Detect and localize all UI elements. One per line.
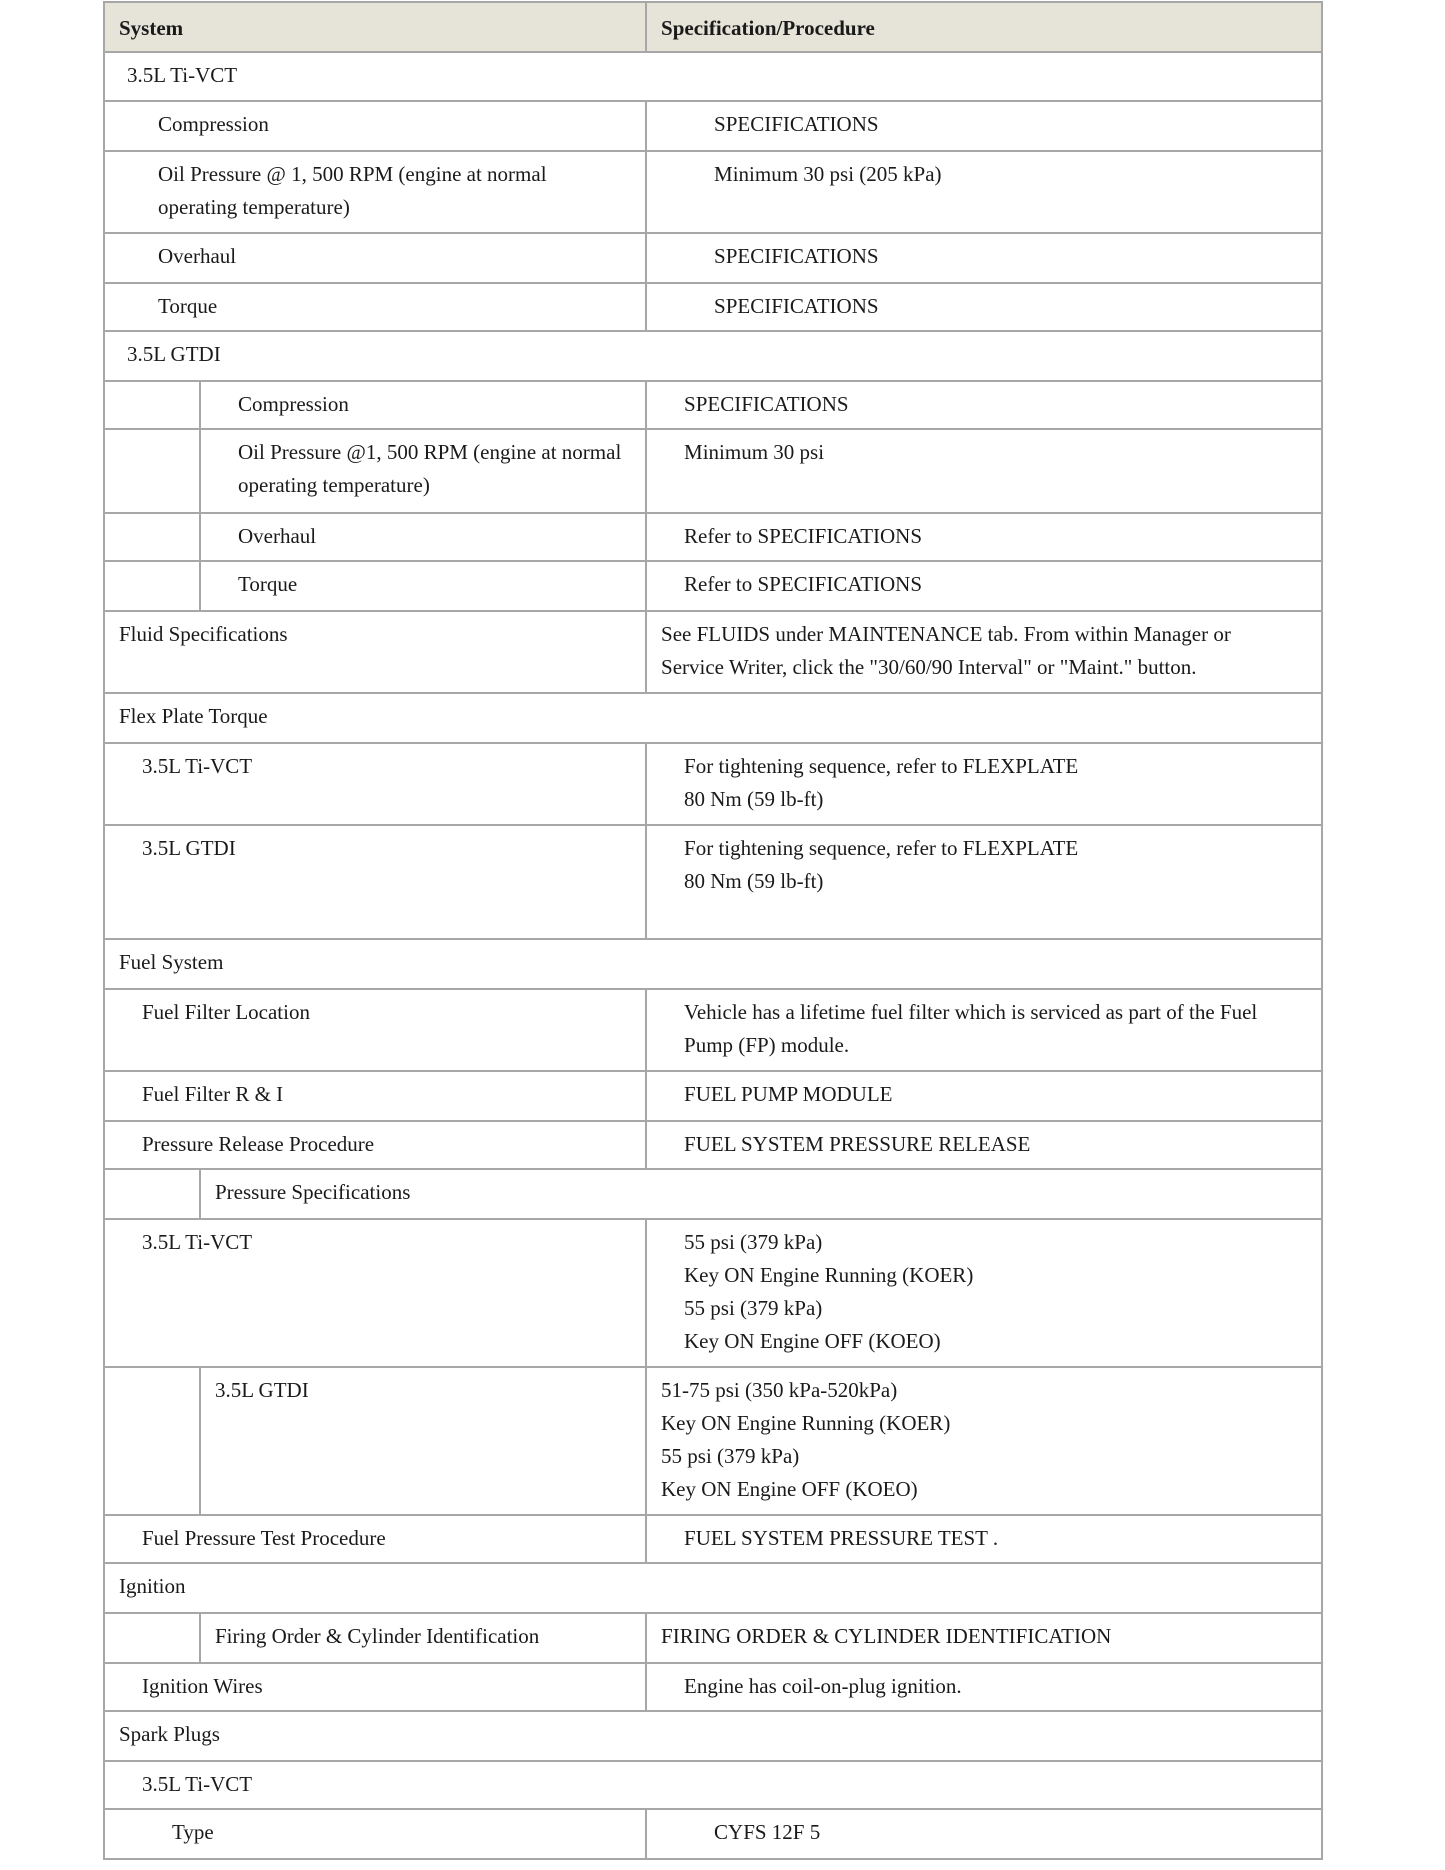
system-cell [200,513,646,561]
spec-text: Engine has coil-on-plug ignition. [684,1674,962,1698]
specification-cell [646,1367,1322,1515]
table-row [104,151,1322,233]
table-row [104,1515,1322,1563]
table-row [104,331,1322,381]
specification-cell [646,1121,1322,1169]
header-specification-procedure: Specification/Procedure [646,2,1322,52]
spec-text: 51-75 psi (350 kPa-520kPa) [661,1378,898,1402]
specification-cell [646,1071,1322,1121]
system-cell [104,1219,646,1367]
table-row [104,1169,1322,1219]
system-cell [104,1515,646,1563]
table-row [104,101,1322,151]
spec-text: SPECIFICATIONS [714,112,879,136]
spec-text: See FLUIDS under MAINTENANCE tab. From within Manager or [661,622,1231,646]
spec-text: Minimum 30 psi (205 kPa) [714,162,942,186]
spec-text: 80 Nm (59 lb-ft) [684,869,824,893]
system-cell [104,101,646,151]
section-label: Flex Plate Torque [119,704,268,728]
label-text: Fuel Pressure Test Procedure [142,1526,386,1550]
section-label: Fuel System [119,950,224,974]
specification-cell [646,1809,1322,1859]
specification-cell [646,1663,1322,1711]
section-label: Spark Plugs [119,1722,220,1746]
table-row [104,1121,1322,1169]
table-row [104,1613,1322,1663]
spec-text: 55 psi (379 kPa) [684,1296,823,1320]
system-cell [104,151,646,233]
label-text: operating temperature) [238,473,430,497]
table-row [104,1663,1322,1711]
table-row [104,561,1322,611]
system-cell [104,1071,646,1121]
table-row [104,611,1322,693]
section-heading [104,693,1322,743]
spec-text: SPECIFICATIONS [714,294,879,318]
section-heading [104,1711,1322,1761]
spec-text: 80 Nm (59 lb-ft) [684,787,824,811]
specification-cell [646,1515,1322,1563]
label-text: Compression [238,392,349,416]
indent-spacer-cell [104,429,200,513]
system-cell [104,611,646,693]
label-text: Type [172,1820,214,1844]
label-text: 3.5L GTDI [142,836,236,860]
label-text: Torque [158,294,218,318]
header-system: System [104,2,646,52]
spec-text: 55 psi (379 kPa) [661,1444,800,1468]
spec-text: 55 psi (379 kPa) [684,1230,823,1254]
table-row [104,513,1322,561]
spec-text: FIRING ORDER & CYLINDER IDENTIFICATION [661,1624,1112,1648]
system-cell [104,1809,646,1859]
label-text: Firing Order & Cylinder Identification [215,1624,540,1648]
system-cell [200,561,646,611]
specification-cell [646,429,1322,513]
table-row [104,233,1322,283]
spec-text: Key ON Engine Running (KOER) [661,1411,951,1435]
spec-text: For tightening sequence, refer to FLEXPLATE [684,754,1079,778]
label-text: Fuel Filter Location [142,1000,310,1024]
table-row [104,825,1322,939]
spec-text: CYFS 12F 5 [714,1820,821,1844]
spec-text: SPECIFICATIONS [714,244,879,268]
label-text: Torque [238,572,298,596]
section-heading [104,939,1322,989]
system-cell [200,1613,646,1663]
section-heading [104,1563,1322,1613]
section-label: 3.5L Ti-VCT [127,63,238,87]
specification-cell [646,561,1322,611]
label-text: Oil Pressure @ 1, 500 RPM (engine at normal [158,162,547,186]
section-label: 3.5L Ti-VCT [142,1772,253,1796]
spec-text: Key ON Engine OFF (KOEO) [661,1477,918,1501]
label-text: Ignition Wires [142,1674,263,1698]
indent-spacer-cell [104,381,200,429]
section-heading [104,52,1322,101]
label-text: Pressure Release Procedure [142,1132,375,1156]
table-header-row [104,2,1322,52]
spec-text: Vehicle has a lifetime fuel filter which is serviced as part of the Fuel [684,1000,1258,1024]
specification-table [103,1,1323,1860]
system-cell [104,825,646,939]
label-text: 3.5L Ti-VCT [142,1230,253,1254]
label-text: Compression [158,112,269,136]
specification-cell [646,1613,1322,1663]
table-row [104,429,1322,513]
spec-text: Pump (FP) module. [684,1033,850,1057]
system-cell [200,1367,646,1515]
subsection-heading [200,1169,1322,1219]
table-row [104,381,1322,429]
spec-text: For tightening sequence, refer to FLEXPLATE [684,836,1079,860]
section-heading [104,1761,1322,1809]
spec-text: FUEL SYSTEM PRESSURE TEST . [684,1526,999,1550]
label-text: Fuel Filter R & I [142,1082,284,1106]
spec-text: Refer to SPECIFICATIONS [684,524,923,548]
specification-cell [646,1219,1322,1367]
table-row [104,1761,1322,1809]
table-row [104,52,1322,101]
system-cell [104,283,646,331]
indent-spacer-cell [104,1613,200,1663]
table-row [104,743,1322,825]
system-cell [104,1121,646,1169]
table-row [104,1071,1322,1121]
indent-spacer-cell [104,513,200,561]
table-row [104,989,1322,1071]
label-text: Overhaul [238,524,317,548]
system-cell [104,989,646,1071]
specification-cell [646,825,1322,939]
specification-cell [646,513,1322,561]
label-text: operating temperature) [158,195,350,219]
section-heading [104,331,1322,381]
indent-spacer-cell [104,1367,200,1515]
section-label: 3.5L GTDI [127,342,221,366]
label-text: Overhaul [158,244,237,268]
system-cell [104,1663,646,1711]
system-cell [200,381,646,429]
label-text: 3.5L Ti-VCT [142,754,253,778]
spec-text: Refer to SPECIFICATIONS [684,572,923,596]
system-cell [104,743,646,825]
spec-text: Service Writer, click the "30/60/90 Interval" or "Maint." button. [661,655,1197,679]
table-row [104,1219,1322,1367]
specification-cell [646,233,1322,283]
subsection-label: Pressure Specifications [215,1180,411,1204]
table-row [104,1563,1322,1613]
table-body [104,52,1322,1859]
table-row [104,693,1322,743]
specification-cell [646,611,1322,693]
table-row [104,1367,1322,1515]
specification-cell [646,151,1322,233]
table-row [104,283,1322,331]
specification-cell [646,283,1322,331]
spec-text: Key ON Engine OFF (KOEO) [684,1329,941,1353]
system-cell [104,233,646,283]
spec-text: Minimum 30 psi [684,440,825,464]
specification-cell [646,101,1322,151]
spec-text: Key ON Engine Running (KOER) [684,1263,974,1287]
label-text: Fluid Specifications [119,622,288,646]
specification-cell [646,989,1322,1071]
spec-text: SPECIFICATIONS [684,392,849,416]
spec-text: FUEL PUMP MODULE [684,1082,893,1106]
section-label: Ignition [119,1574,186,1598]
specification-cell [646,381,1322,429]
indent-spacer-cell [104,1169,200,1219]
label-text: Oil Pressure @1, 500 RPM (engine at normal [238,440,622,464]
label-text: 3.5L GTDI [215,1378,309,1402]
table-row [104,1711,1322,1761]
table-row [104,939,1322,989]
spec-text: FUEL SYSTEM PRESSURE RELEASE [684,1132,1031,1156]
table-row [104,1809,1322,1859]
indent-spacer-cell [104,561,200,611]
system-cell [200,429,646,513]
specification-cell [646,743,1322,825]
